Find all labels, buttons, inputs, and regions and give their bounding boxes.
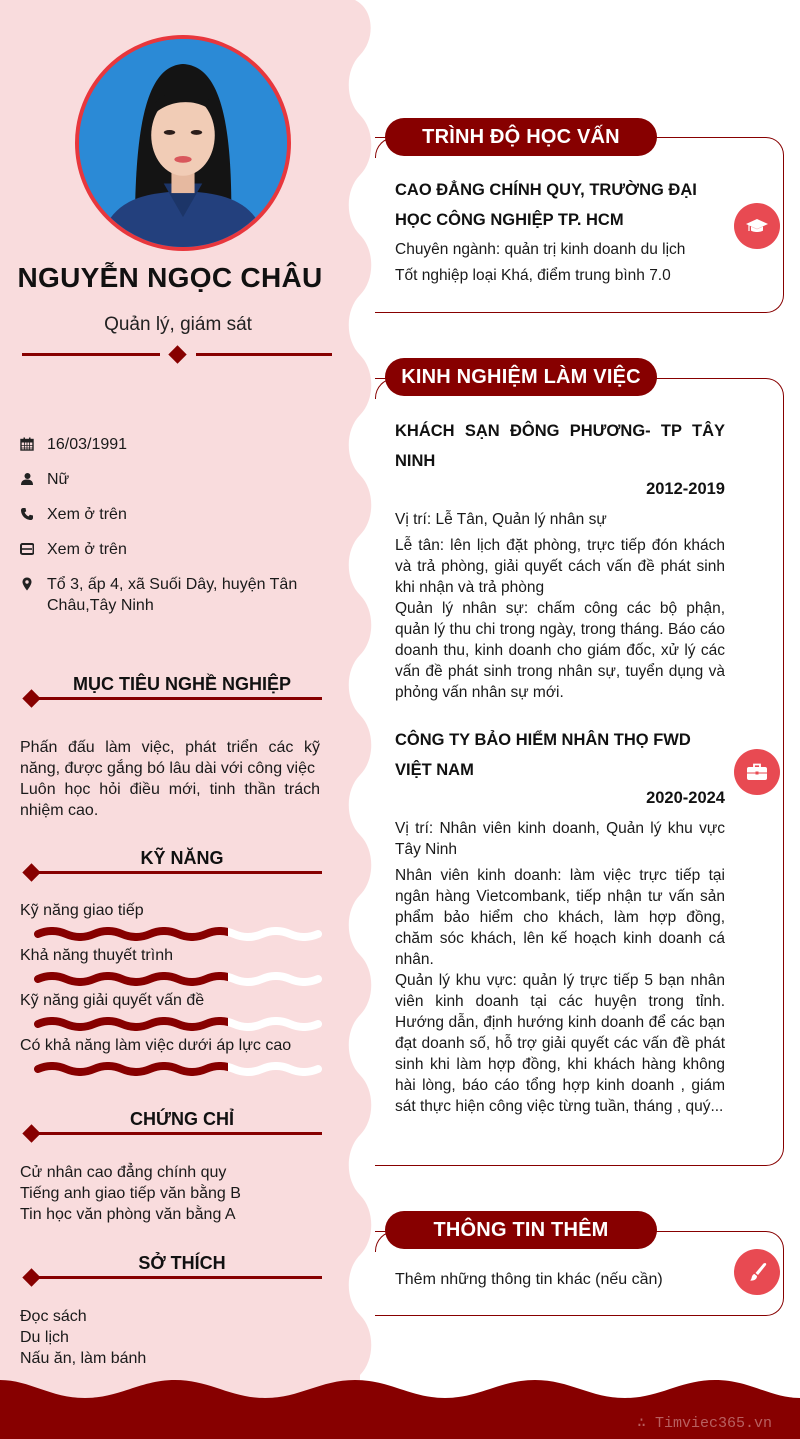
skill-item: Kỹ năng giải quyết vấn đề [20,990,322,1035]
hobbies-list [20,1306,320,1369]
address-value: Tổ 3, ấp 4, xã Suối Dây, huyện Tân Châu,Tây Ninh [47,576,298,614]
job-detail: Lễ tân: lên lịch đặt phòng, trực tiếp đón khách và trả phòng, giải quyết cách vấn đề phát sinh khi nhận và trả phòng [395,537,725,596]
contact-info [20,434,320,630]
watermark: ∴ Timviec365.vn [636,1415,772,1432]
skill-item: Có khả năng làm việc dưới áp lực cao [20,1035,322,1080]
hobbies-heading [22,1253,322,1283]
education-heading: TRÌNH ĐỘ HỌC VẤN [385,118,657,156]
paint-brush-icon [734,1249,780,1295]
candidate-name: NGUYỄN NGỌC CHÂU [17,262,323,293]
certificates-list [20,1162,320,1225]
job-position: Vị trí: Lễ Tân, Quản lý nhân sự [395,511,607,528]
skills-list [20,900,322,1080]
additional-heading: THÔNG TIN THÊM [385,1211,657,1249]
map-marker-icon [20,574,47,591]
job-title: Quản lý, giám sát [104,314,252,335]
graduation-cap-icon [734,203,780,249]
hobby-item: Đọc sách [20,1308,87,1325]
certificates-title: CHỨNG CHỈ [130,1109,234,1129]
skill-level-bar [34,927,322,941]
skills-title: KỸ NĂNG [140,848,224,868]
avatar [75,35,291,251]
contact-phone [20,504,320,525]
portrait-photo [79,39,287,247]
skill-item: Khả năng thuyết trình [20,945,322,990]
briefcase-icon [734,749,780,795]
certificate-item: Tin học văn phòng văn bằng A [20,1206,236,1223]
job-company: KHÁCH SẠN ĐÔNG PHƯƠNG- TP TÂY NINH [395,422,725,470]
title-divider [22,347,332,363]
certificate-item: Cử nhân cao đẳng chính quy [20,1164,227,1181]
email-value[interactable]: Xem ở trên [47,541,127,558]
user-icon [20,469,47,486]
certificate-item: Tiếng anh giao tiếp văn bằng B [20,1185,241,1202]
job-detail: Quản lý khu vực: quản lý trực tiếp 5 bạn nhân viên kinh doanh tại các huyện trong tỉnh. Hướng dẫn, định hướng kinh doanh để các bạn đạt doanh số, hỗ trợ giải quyết các vấn đề phát sinh khi làm hợp đồng, khi khách hàng không hài lòng, báo cáo tổng hợp kinh doanh , giám sát thực hiện công việc từng tuần, tháng , quý... [395,972,725,1115]
education-major: Chuyên ngành: quản trị kinh doanh du lịch [395,241,686,258]
objective-heading [22,674,322,704]
job-period: 2020-2024 [646,789,725,807]
contact-birthdate [20,434,320,455]
school-name: CAO ĐẲNG CHÍNH QUY, TRƯỜNG ĐẠI HỌC CÔNG NGHIỆP TP. HCM [395,181,697,229]
job-detail: Quản lý nhân sự: chấm công các bộ phận, quản lý thu chi trong ngày, trong tháng. Báo cáo doanh thu, kinh doanh cho giám đốc, xử lý các vấn đề phát sinh trong nhân sự, tuyển dụng và phỏng vấn nhân sự mới. [395,600,725,701]
contact-gender [20,469,320,490]
phone-icon [20,504,47,521]
objective-text: Phấn đấu làm việc, phát triển các kỹ năng, được gắng bó lâu dài với công việc Luôn học hỏi điều mới, tinh thần trách nhiệm cao. [20,739,320,819]
education-content [395,175,725,286]
additional-text: Thêm những thông tin khác (nếu cần) [395,1271,663,1288]
experience-heading: KINH NGHIỆM LÀM VIỆC [385,358,657,396]
gender-value: Nữ [47,471,70,488]
skill-level-bar [34,1017,322,1031]
skill-item: Kỹ năng giao tiếp [20,900,322,945]
job-period: 2012-2019 [646,480,725,498]
skill-level-bar [34,972,322,986]
certificates-heading [22,1109,322,1139]
phone-value[interactable]: Xem ở trên [47,506,127,523]
skill-level-bar [34,1062,322,1076]
birthdate-value: 16/03/1991 [47,436,128,453]
job-entry [395,725,725,1117]
contact-email [20,539,320,560]
hobby-item: Du lịch [20,1329,69,1346]
hobby-item: Nấu ăn, làm bánh [20,1350,147,1367]
hobbies-title: SỞ THÍCH [138,1253,226,1273]
email-icon [20,539,47,556]
job-detail: Nhân viên kinh doanh: làm việc trực tiếp tại ngân hàng Vietcombank, tiếp nhận tư vấn sản phẩm bảo hiểm cho khách, làm hợp đồng, chăm sóc khách, lên kế hoạch kinh doanh cá nhân. [395,867,725,968]
skills-heading [22,848,322,878]
job-entry [395,416,725,703]
contact-address [20,574,320,616]
job-position: Vị trí: Nhân viên kinh doanh, Quản lý khu vực Tây Ninh [395,820,725,858]
education-grade: Tốt nghiệp loại Khá, điểm trung bình 7.0 [395,267,671,284]
job-company: CÔNG TY BẢO HIỂM NHÂN THỌ FWD VIỆT NAM [395,731,691,779]
calendar-icon [20,434,47,451]
objective-title: MỤC TIÊU NGHỀ NGHIỆP [72,674,291,694]
